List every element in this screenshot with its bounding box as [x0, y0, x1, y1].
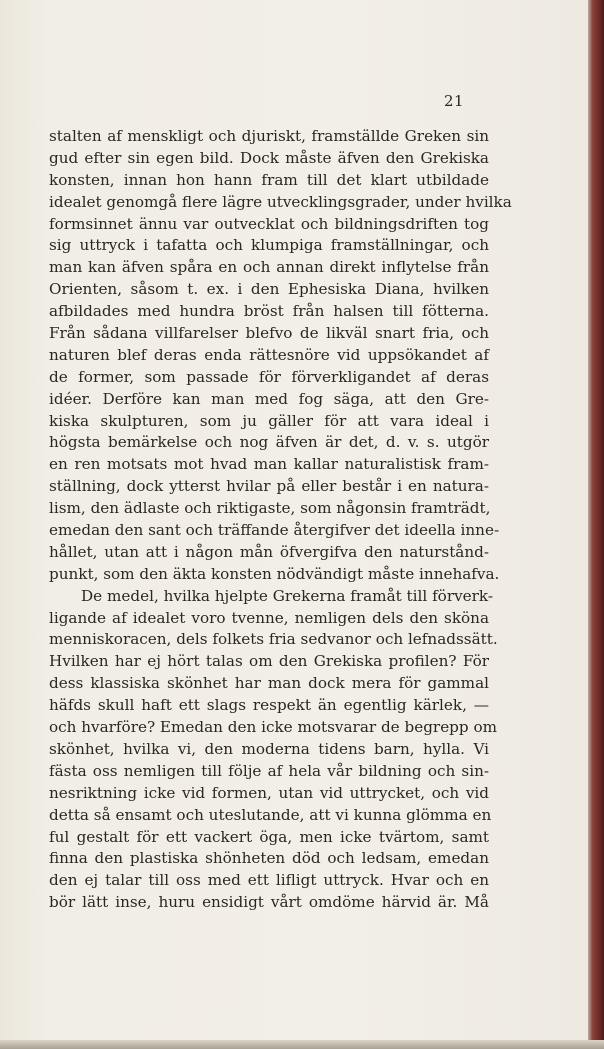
text-line: ful gestalt för ett vackert öga, men icke tvärtom, samt	[49, 827, 489, 846]
book-spine-edge	[588, 0, 604, 1049]
text-line: punkt, som den äkta konsten nödvändigt måste innehafva.	[49, 564, 500, 583]
text-line: afbildades med hundra bröst från halsen till fötterna.	[49, 302, 489, 321]
text-line: skönhet, hvilka vi, den moderna tidens barn, hylla. Vi	[49, 739, 489, 758]
page-bottom-edge	[0, 1040, 604, 1049]
text-line: dess klassiska skönhet har man dock mera för gammal	[49, 674, 489, 693]
text-line: Hvilken har ej hört talas om den Grekiska profilen? För	[49, 652, 489, 671]
text-line: konsten, innan hon hann fram till det klart utbildade	[49, 170, 489, 189]
text-line: formsinnet ännu var outvecklat och bildningsdriften tog	[49, 214, 489, 233]
text-line: detta så ensamt och uteslutande, att vi kunna glömma en	[49, 805, 492, 824]
text-line: hållet, utan att i någon mån öfvergifva den naturstånd-	[49, 542, 489, 561]
text-line: lism, den ädlaste och riktigaste, som någonsin framträdt,	[49, 499, 491, 518]
text-line: naturen blef deras enda rättesnöre vid uppsökandet af	[49, 345, 489, 364]
text-line: fästa oss nemligen till följe af hela vår bildning och sin-	[49, 761, 489, 780]
text-line: emedan den sant och träffande återgifver det ideella inne-	[49, 521, 500, 540]
text-line: idealet genomgå flere lägre utvecklingsgrader, under hvilka	[49, 192, 512, 211]
text-line: stalten af menskligt och djuriskt, framställde Greken sin	[49, 127, 489, 145]
text-line: idéer. Derföre kan man med fog säga, att den Gre-	[49, 389, 489, 408]
body-text	[49, 126, 512, 914]
text-line: de former, som passade för förverkligandet af deras	[49, 367, 489, 386]
text-line: sig uttryck i tafatta och klumpiga framställningar, och	[49, 236, 489, 255]
text-line: och hvarföre? Emedan den icke motsvarar de begrepp om	[49, 718, 497, 737]
text-line: en ren motsats mot hvad man kallar naturalistisk fram-	[49, 455, 489, 474]
text-line: Från sådana villfarelser blefvo de likväl snart fria, och	[49, 324, 489, 343]
text-line: högsta bemärkelse och nog äfven är det, d. v. s. utgör	[49, 433, 489, 452]
text-line: gud efter sin egen bild. Dock måste äfven den Grekiska	[49, 148, 489, 167]
text-line: finna den plastiska shönheten död och ledsam, emedan	[49, 849, 489, 868]
text-line: Orienten, såsom t. ex. i den Ephesiska Diana, hvilken	[49, 280, 489, 299]
text-line: den ej talar till oss med ett lifligt uttryck. Hvar och en	[49, 871, 489, 890]
text-line: De medel, hvilka hjelpte Grekerna framåt till förverk-	[81, 586, 493, 605]
text-line: nesriktning icke vid formen, utan vid uttrycket, och vid	[49, 783, 489, 802]
text-line: bör lätt inse, huru ensidigt vårt omdöme härvid är. Må	[49, 893, 489, 912]
text-line: man kan äfven spåra en och annan direkt inflytelse från	[49, 258, 489, 277]
text-line: menniskoracen, dels folkets fria sedvanor och lefnadssätt.	[49, 630, 498, 649]
text-line: ligande af idealet voro tvenne, nemligen dels den sköna	[49, 608, 489, 627]
text-line: kiska skulpturen, som ju gäller för att vara ideal i	[49, 411, 489, 430]
text-line: ställning, dock ytterst hvilar på eller består i en natura-	[49, 477, 489, 496]
page-number: 21	[444, 92, 465, 110]
text-line: häfds skull haft ett slags respekt än egentlig kärlek, —	[49, 696, 489, 715]
